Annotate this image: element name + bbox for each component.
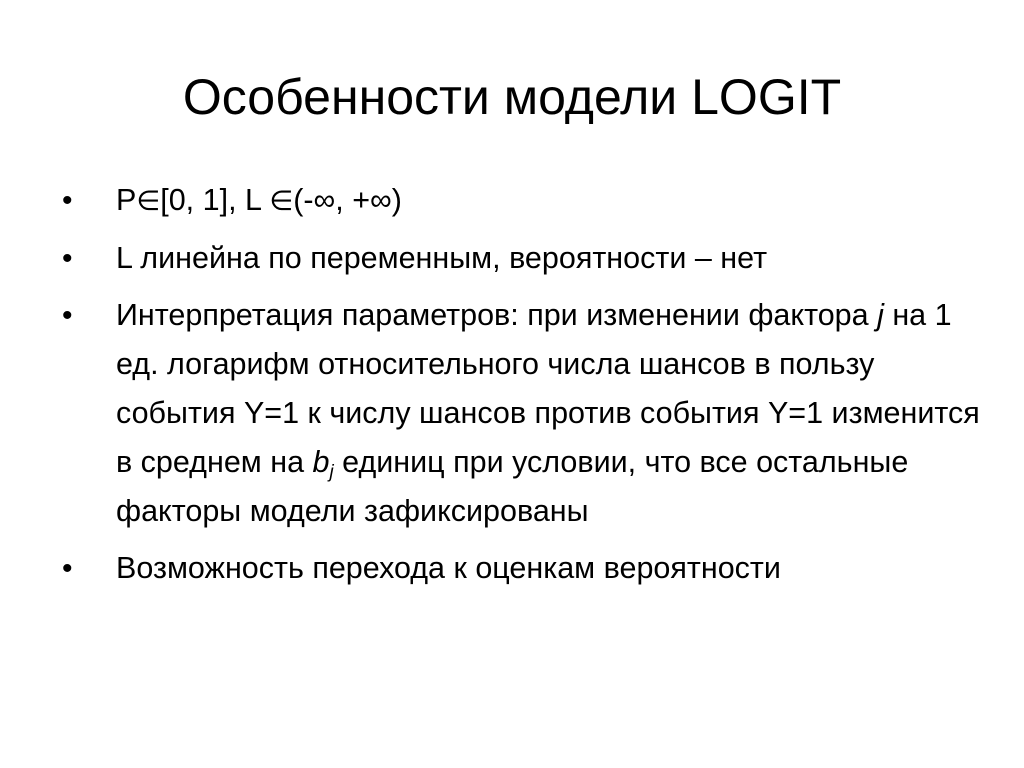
- p-label: P: [116, 183, 137, 217]
- bullet-item-linearity: [62, 234, 982, 283]
- bullet-text: Возможность перехода к оценкам вероятности: [116, 551, 781, 585]
- bullet-marker: •: [62, 552, 73, 585]
- variable-b: b: [312, 445, 330, 479]
- variable-j: j: [877, 298, 884, 332]
- p-range: [0, 1], L: [160, 183, 270, 217]
- interpretation-part-1: Интерпретация параметров: при изменении фактора: [116, 298, 878, 332]
- bullet-text: L линейна по переменным, вероятности – нет: [116, 241, 768, 275]
- bullet-list: [62, 176, 982, 601]
- bullet-item-probability: [62, 544, 982, 593]
- variable-b-subscript: j: [329, 461, 334, 483]
- bullet-marker: •: [62, 242, 73, 275]
- interpretation-part-2: на 1 ед. логарифм относительного числа шансов в пользу события Y=1 к числу шансов против события Y=1 изменится в среднем на: [116, 298, 980, 479]
- bullet-item-ranges: [62, 176, 982, 226]
- slide-title: Особенности модели LOGIT: [182, 69, 842, 125]
- bullet-text: [116, 291, 982, 536]
- bullet-item-interpretation: [62, 291, 982, 536]
- interpretation-part-3: единиц при условии, что все остальные факторы модели зафиксированы: [116, 445, 909, 528]
- element-of-symbol: ∈: [136, 186, 161, 217]
- bullet-text: [116, 176, 982, 226]
- bullet-marker: •: [62, 299, 73, 332]
- l-range: (-∞, +∞): [293, 183, 402, 217]
- bullet-marker: •: [62, 184, 73, 217]
- element-of-symbol: ∈: [269, 186, 294, 217]
